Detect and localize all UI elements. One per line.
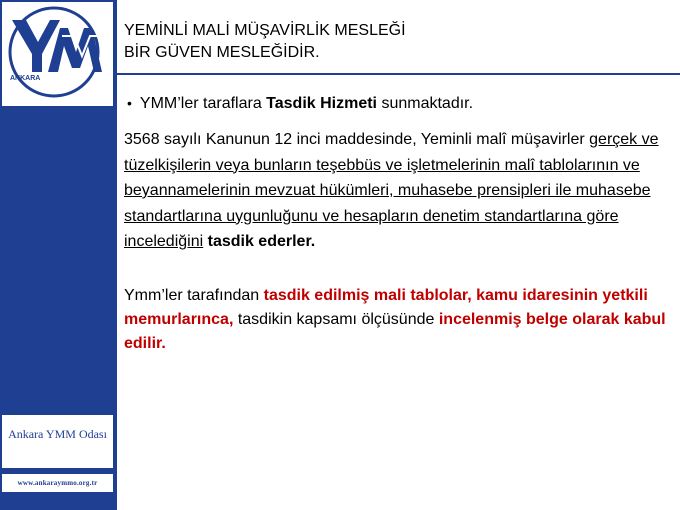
para2-text-3: tasdikin kapsamı ölçüsünde [233, 311, 439, 328]
para2-text-5: belge olarak kabul edilir. [124, 311, 666, 352]
para1-text-2: gerçek ve tüzelkişilerin veya bunların teşebbüs ve işletmelerinin malî tablolarının ve beyannamelerinin mevzuat hükümleri, muhasebe prensipleri ile muhasebe standartlarına uygunluğunu ve hesapların denetim standartlarına göre incelediğini [124, 131, 659, 250]
para1-text-3: tasdik ederler. [203, 233, 316, 250]
paragraph-law [124, 127, 669, 255]
title-line-1: YEMİNLİ MALİ MÜŞAVİRLİK MESLEĞİ [124, 22, 406, 39]
logo-text: ANKARA [10, 75, 41, 82]
para2-text-2: tasdik edilmiş mali tablolar, kamu idaresinin yetkili memurlarınca, [124, 287, 648, 328]
sidebar [0, 0, 117, 510]
bullet-text-2: Tasdik Hizmeti [266, 95, 377, 112]
bullet-item [127, 92, 473, 115]
slide-title [124, 20, 406, 64]
para1-text-1: 3568 sayılı Kanunun 12 inci maddesinde, Yeminli malî müşavirler [124, 131, 590, 148]
title-line-2: BİR GÜVEN MESLEĞİDİR. [124, 44, 320, 61]
para2-text-4: incelenmiş [438, 311, 522, 328]
sidebar-url: www.ankaraymmo.org.tr [2, 474, 113, 492]
bullet-text-1: YMM’ler taraflara [139, 95, 267, 112]
para2-text-1: Ymm’ler tarafından [124, 287, 264, 304]
paragraph-acceptance [124, 284, 669, 356]
bullet-text-3: sunmaktadır. [377, 95, 474, 112]
ymm-logo [2, 2, 113, 106]
sidebar-caption: Ankara YMM Odası [2, 415, 113, 468]
bullet-icon: • [127, 95, 132, 111]
logo-graphic [2, 2, 113, 106]
title-divider [117, 73, 680, 75]
